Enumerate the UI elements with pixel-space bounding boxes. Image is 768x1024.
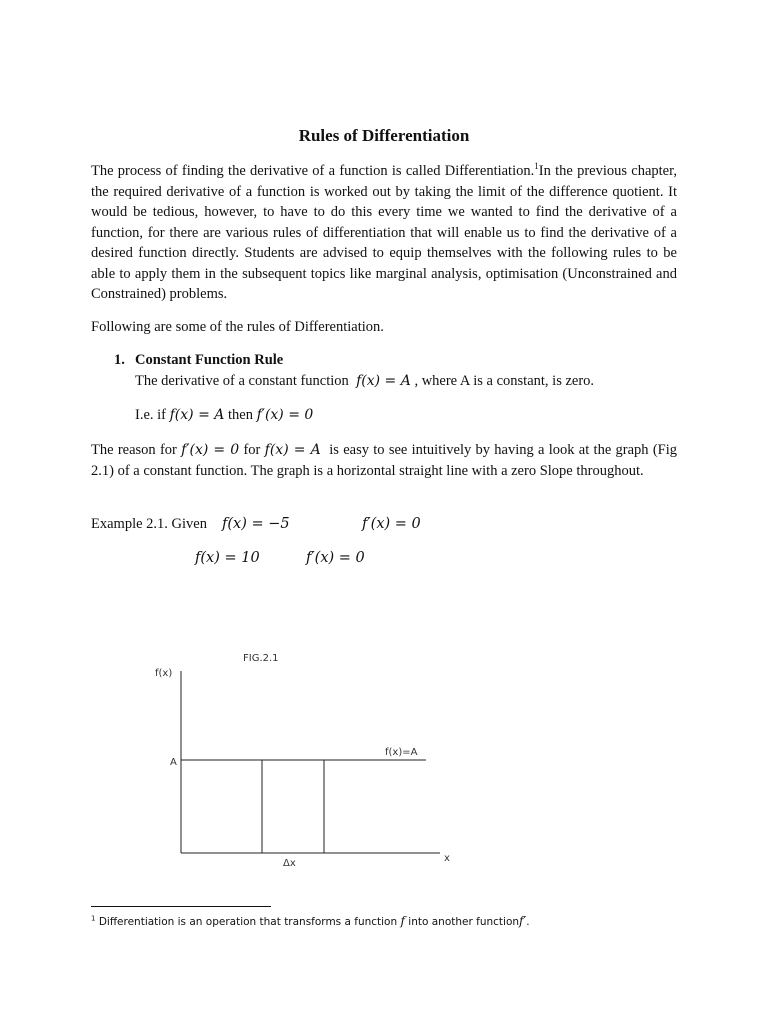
footnote-marker: 1 xyxy=(91,914,96,923)
rule-description-text: The derivative of a constant function xyxy=(135,373,349,389)
rule-description-suffix: , where A is a constant, is zero. xyxy=(414,373,595,389)
reason-derivative-formula: f′(x) = 0 xyxy=(181,442,240,458)
x-axis-label: x xyxy=(444,853,450,864)
rule-heading: Constant Function Rule xyxy=(135,352,284,368)
rules-intro-line: Following are some of the rules of Differentiation. xyxy=(91,319,384,335)
line-label: f(x)=A xyxy=(385,747,418,758)
reason-text: is easy to see intuitively by having a look at the graph (Fig 2.1) of a constant function. The graph is a horizontal straight line with a zero Slope throughout. xyxy=(91,442,678,479)
footnote-period: . xyxy=(526,916,530,928)
footnote-divider xyxy=(91,906,271,907)
example-derivative-2: f′(x) = 0 xyxy=(306,550,365,566)
example-derivative-1: f′(x) = 0 xyxy=(362,516,421,532)
example-function-2: f(x) = 10 xyxy=(195,550,260,566)
constant-function-formula: f(x) = A xyxy=(356,373,411,389)
example-function-1: f(x) = −5 xyxy=(222,516,290,532)
footnote-reference[interactable]: 1 xyxy=(534,161,539,172)
level-label: A xyxy=(170,757,177,768)
footnote-f: f xyxy=(400,914,405,928)
ie-function-formula: f(x) = A xyxy=(169,407,225,423)
interval-label: Δx xyxy=(283,858,296,869)
figure-caption: FIG.2.1 xyxy=(243,653,279,664)
reason-function-formula: f(x) = A xyxy=(264,442,321,458)
footnote xyxy=(91,914,530,928)
footnote-fprime: f′ xyxy=(519,914,527,928)
ie-then: then xyxy=(228,407,253,423)
reason-mid: for xyxy=(243,442,261,458)
page-title: Rules of Differentiation xyxy=(298,126,470,145)
intro-text-after-note: In the previous chapter, the required derivative of a function is worked out by taking the limit of the difference quotient. It would be tedious, however, to have to do this every time we wanted to find the derivative of a function, for there are various rules of differentiation that will enable us to find the derivative of a desired function directly. Students are advised to equip themselves with the following rules to be able to apply them in the subsequent topics like marginal analysis, optimisation (Unconstrained and Constrained) problems. xyxy=(91,163,677,302)
y-axis-label: f(x) xyxy=(155,668,173,679)
reason-prefix: The reason for xyxy=(91,442,177,458)
rule-number: 1. xyxy=(114,352,125,368)
example-label: Example 2.1. Given xyxy=(91,516,207,532)
footnote-text-mid: into another function xyxy=(408,916,520,928)
ie-prefix: I.e. if xyxy=(135,407,166,423)
intro-text-before-note: The process of finding the derivative of a function is called Differentiation. xyxy=(91,163,535,179)
ie-derivative-formula: f′(x) = 0 xyxy=(256,407,314,423)
footnote-text: Differentiation is an operation that transforms a function xyxy=(98,916,398,928)
